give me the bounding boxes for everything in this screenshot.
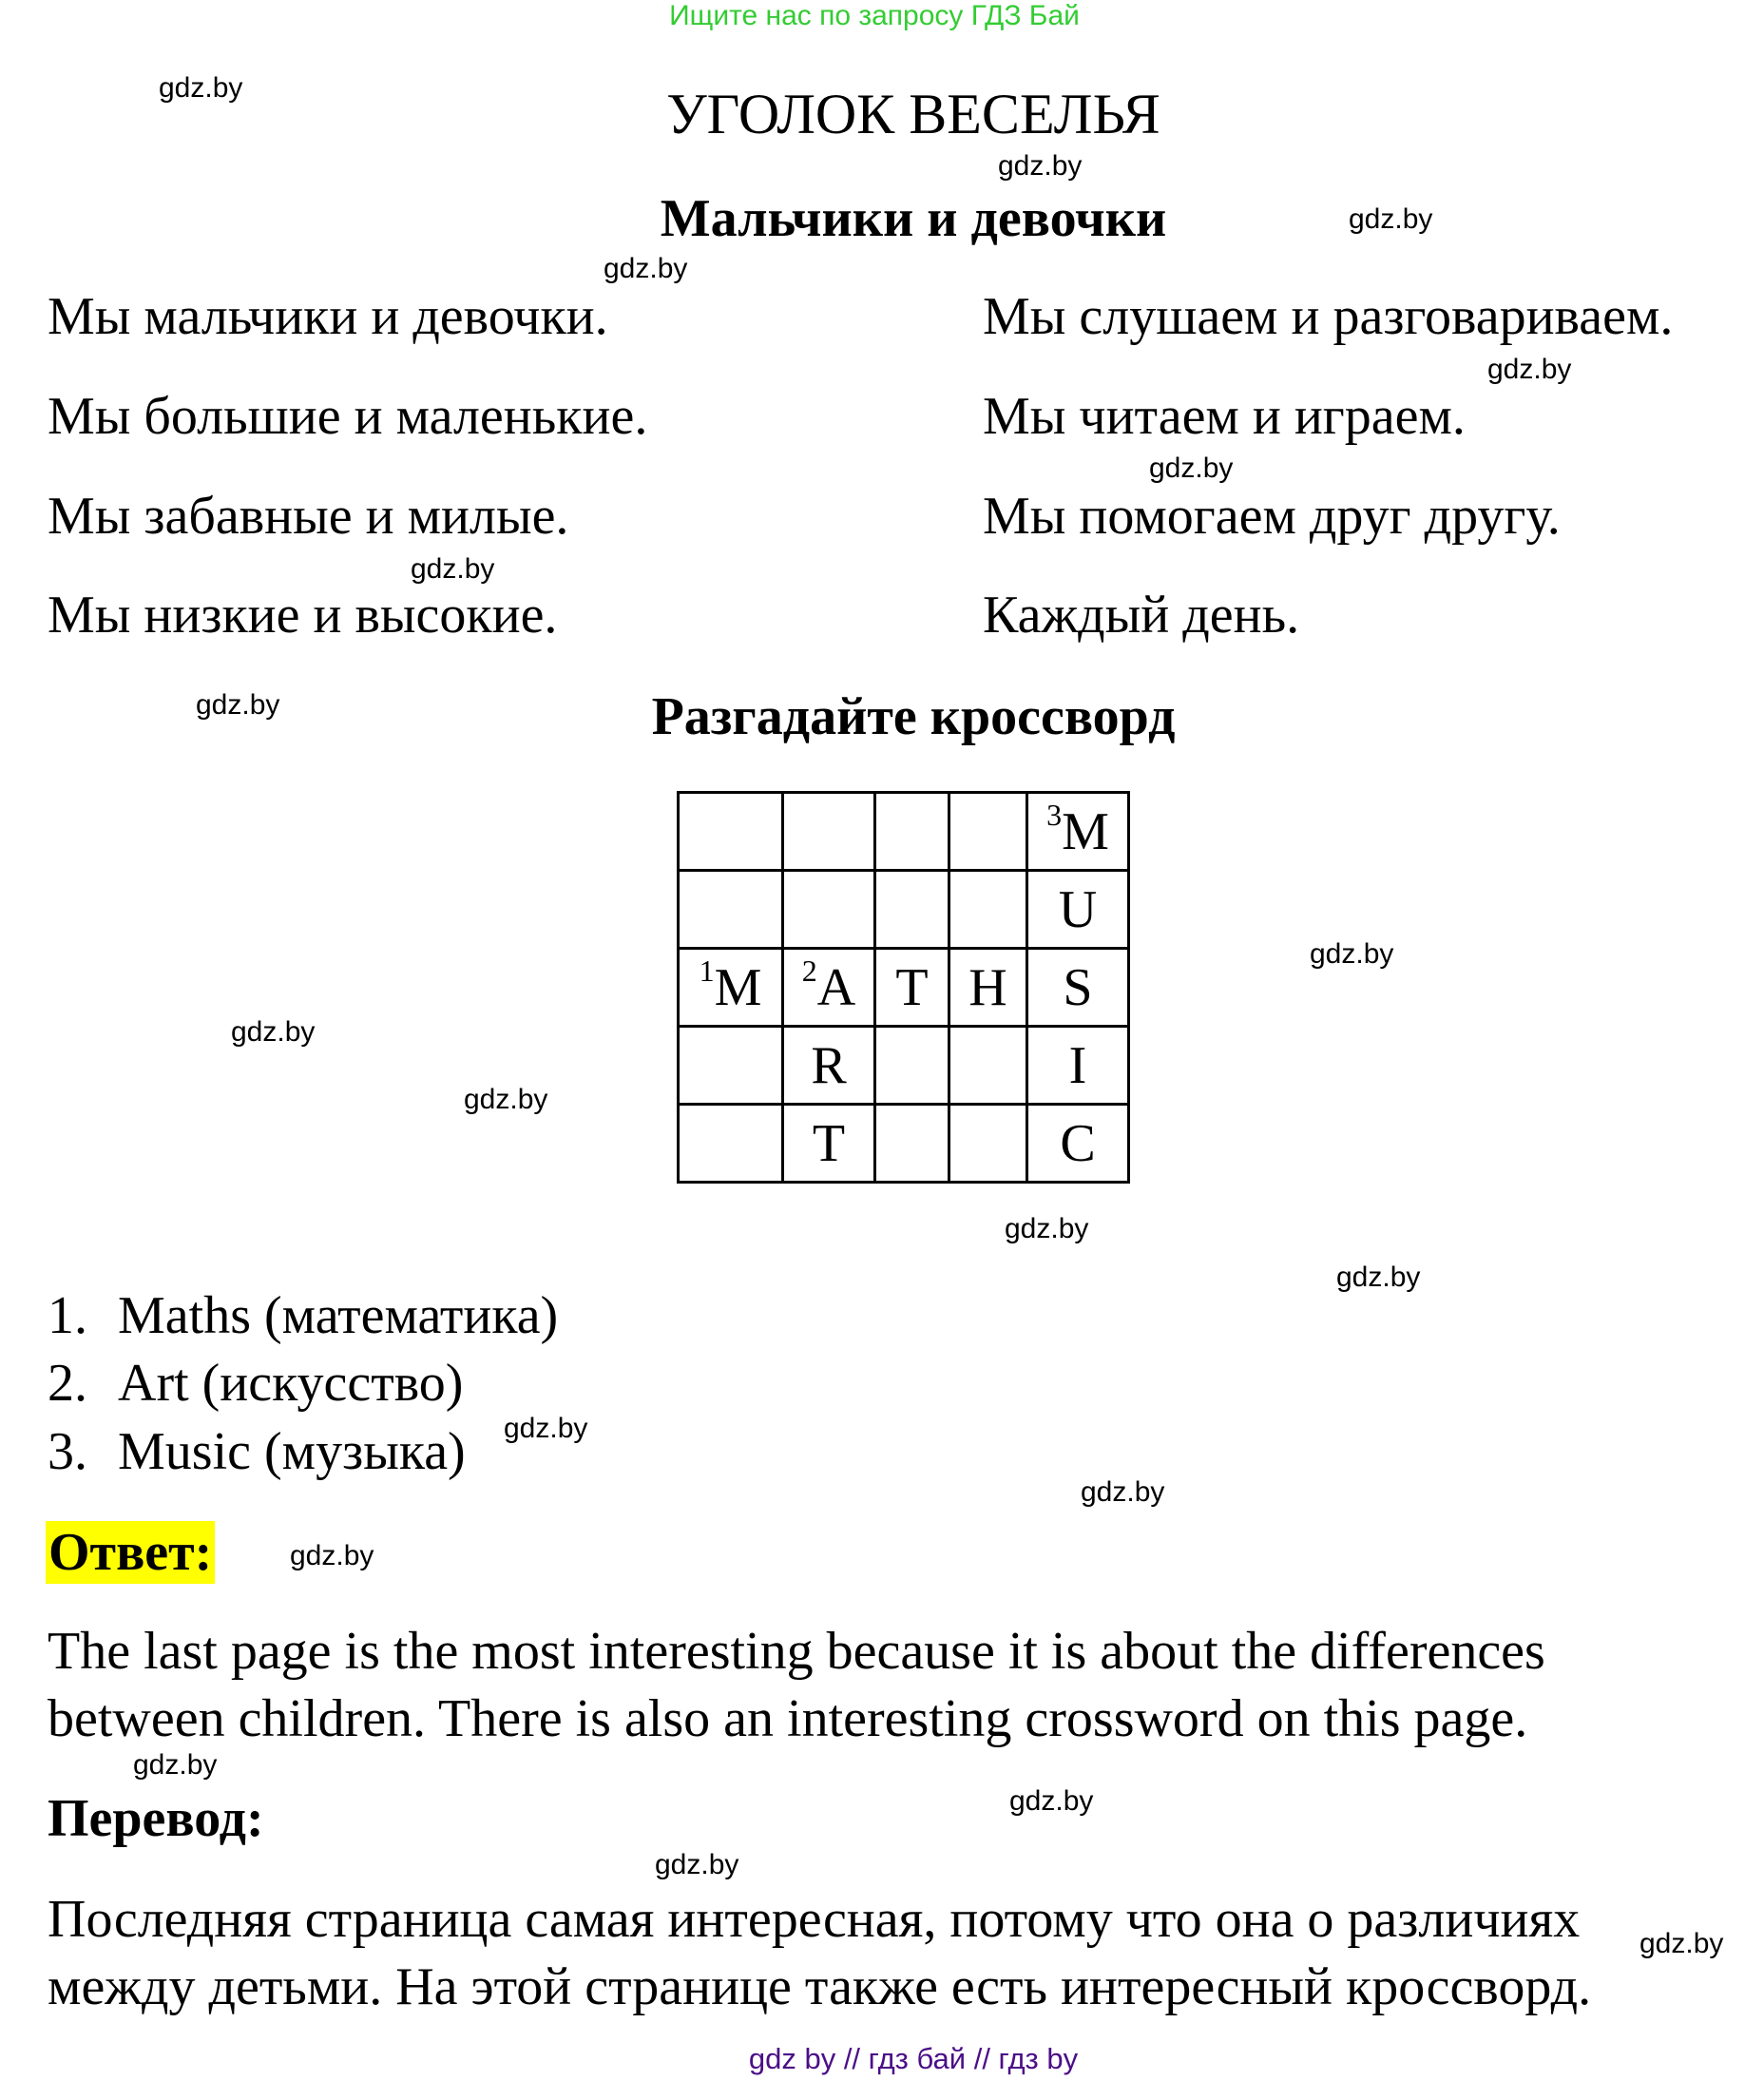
cell-letter: C (1060, 1113, 1096, 1173)
watermark: gdz.by (1149, 453, 1234, 484)
crossword-cell (1027, 871, 1129, 949)
crossword-cell (783, 793, 875, 871)
answer-text: Music (музыка) (118, 1422, 466, 1481)
crossword-heading: Разгадайте кроссворд (651, 687, 1176, 746)
answer-text: Art (искусство) (118, 1354, 464, 1413)
crossword-cell (949, 871, 1027, 949)
clue-number: 2 (801, 953, 817, 988)
watermark: gdz.by (1081, 1476, 1165, 1508)
cell-letter: U (1058, 879, 1098, 939)
watermark: gdz.by (1310, 938, 1394, 970)
page-title: УГОЛОК ВЕСЕЛЬЯ (666, 83, 1160, 145)
watermark: gdz.by (133, 1749, 218, 1781)
poem-heading: Мальчики и девочки (660, 189, 1167, 248)
answer-number: 2. (48, 1354, 87, 1413)
cell-letter: H (968, 957, 1007, 1017)
cell-letter: T (895, 957, 929, 1017)
crossword-cell (1027, 793, 1129, 871)
cell-letter: T (812, 1113, 846, 1173)
watermark: gdz.by (604, 253, 688, 284)
watermark: gdz.by (1009, 1785, 1094, 1817)
translation-line: между детьми. На этой странице также есть интересный кроссворд. (48, 1957, 1592, 2016)
poem-line: Мы слушаем и разговариваем. (983, 287, 1674, 346)
watermark: gdz.by (159, 72, 243, 104)
crossword-cell (679, 793, 783, 871)
cell-letter: A (816, 957, 856, 1017)
crossword-cell (783, 1027, 875, 1105)
crossword-row (679, 1027, 1129, 1105)
watermark: gdz.by (655, 1849, 739, 1880)
crossword-cell (679, 1027, 783, 1105)
poem-line: Мы мальчики и девочки. (48, 287, 608, 346)
answer-label: Ответ: (46, 1521, 215, 1584)
answer-number: 3. (48, 1422, 87, 1481)
crossword-cell (949, 949, 1027, 1027)
crossword-cell (1027, 949, 1129, 1027)
crossword-cell (1027, 1105, 1129, 1183)
watermark: gdz.by (1349, 203, 1433, 235)
watermark: gdz.by (464, 1084, 548, 1115)
crossword-cell (875, 1105, 949, 1183)
watermark: gdz.by (231, 1016, 316, 1048)
clue-number: 1 (699, 953, 715, 988)
crossword-cell (949, 1027, 1027, 1105)
search-banner: Ищите нас по запросу ГДЗ Бай (669, 0, 1080, 31)
crossword-cell (679, 949, 783, 1027)
crossword-cell (875, 949, 949, 1027)
watermark: gdz.by (1005, 1213, 1089, 1244)
answer-line: between children. There is also an interesting crossword on this page. (48, 1689, 1528, 1748)
watermark: gdz.by (504, 1413, 588, 1444)
crossword-row (679, 949, 1129, 1027)
crossword-row (679, 793, 1129, 871)
poem-line: Мы читаем и играем. (983, 387, 1466, 446)
poem-line: Мы большие и маленькие. (48, 387, 648, 446)
crossword-cell (1027, 1027, 1129, 1105)
watermark: gdz.by (411, 553, 495, 585)
watermark: gdz.by (1487, 354, 1572, 385)
crossword-cell (875, 1027, 949, 1105)
answer-line: The last page is the most interesting because it is about the differences (48, 1622, 1545, 1681)
crossword-row (679, 871, 1129, 949)
answer-text: Maths (математика) (118, 1286, 559, 1345)
poem-line: Мы забавные и милые. (48, 487, 569, 546)
translation-label: Перевод: (48, 1789, 264, 1848)
translation-line: Последняя страница самая интересная, потому что она о различиях (48, 1890, 1581, 1949)
crossword-cell (875, 871, 949, 949)
crossword-cell (949, 1105, 1027, 1183)
watermark: gdz.by (998, 150, 1083, 182)
crossword-cell (783, 949, 875, 1027)
cell-letter: R (811, 1035, 847, 1095)
cell-letter: S (1063, 957, 1093, 1017)
watermark: gdz.by (1336, 1262, 1421, 1293)
watermark: gdz.by (290, 1540, 374, 1571)
crossword-row (679, 1105, 1129, 1183)
poem-line: Мы низкие и высокие. (48, 586, 558, 645)
watermark: gdz.by (1639, 1928, 1724, 1959)
crossword-cell (783, 871, 875, 949)
crossword-cell (949, 793, 1027, 871)
crossword-cell (783, 1105, 875, 1183)
crossword-cell (679, 871, 783, 949)
clue-number: 3 (1046, 797, 1063, 832)
poem-line: Мы помогаем друг другу. (983, 487, 1561, 546)
poem-line: Каждый день. (983, 586, 1300, 645)
cell-letter: M (714, 957, 762, 1017)
cell-letter: I (1068, 1035, 1087, 1095)
crossword-grid (677, 791, 1130, 1184)
answer-number: 1. (48, 1286, 87, 1345)
watermark: gdz.by (196, 689, 280, 721)
crossword-cell (875, 793, 949, 871)
crossword-cell (679, 1105, 783, 1183)
footer-links: gdz by // гдз бай // гдз by (748, 2042, 1079, 2075)
cell-letter: M (1062, 801, 1109, 861)
